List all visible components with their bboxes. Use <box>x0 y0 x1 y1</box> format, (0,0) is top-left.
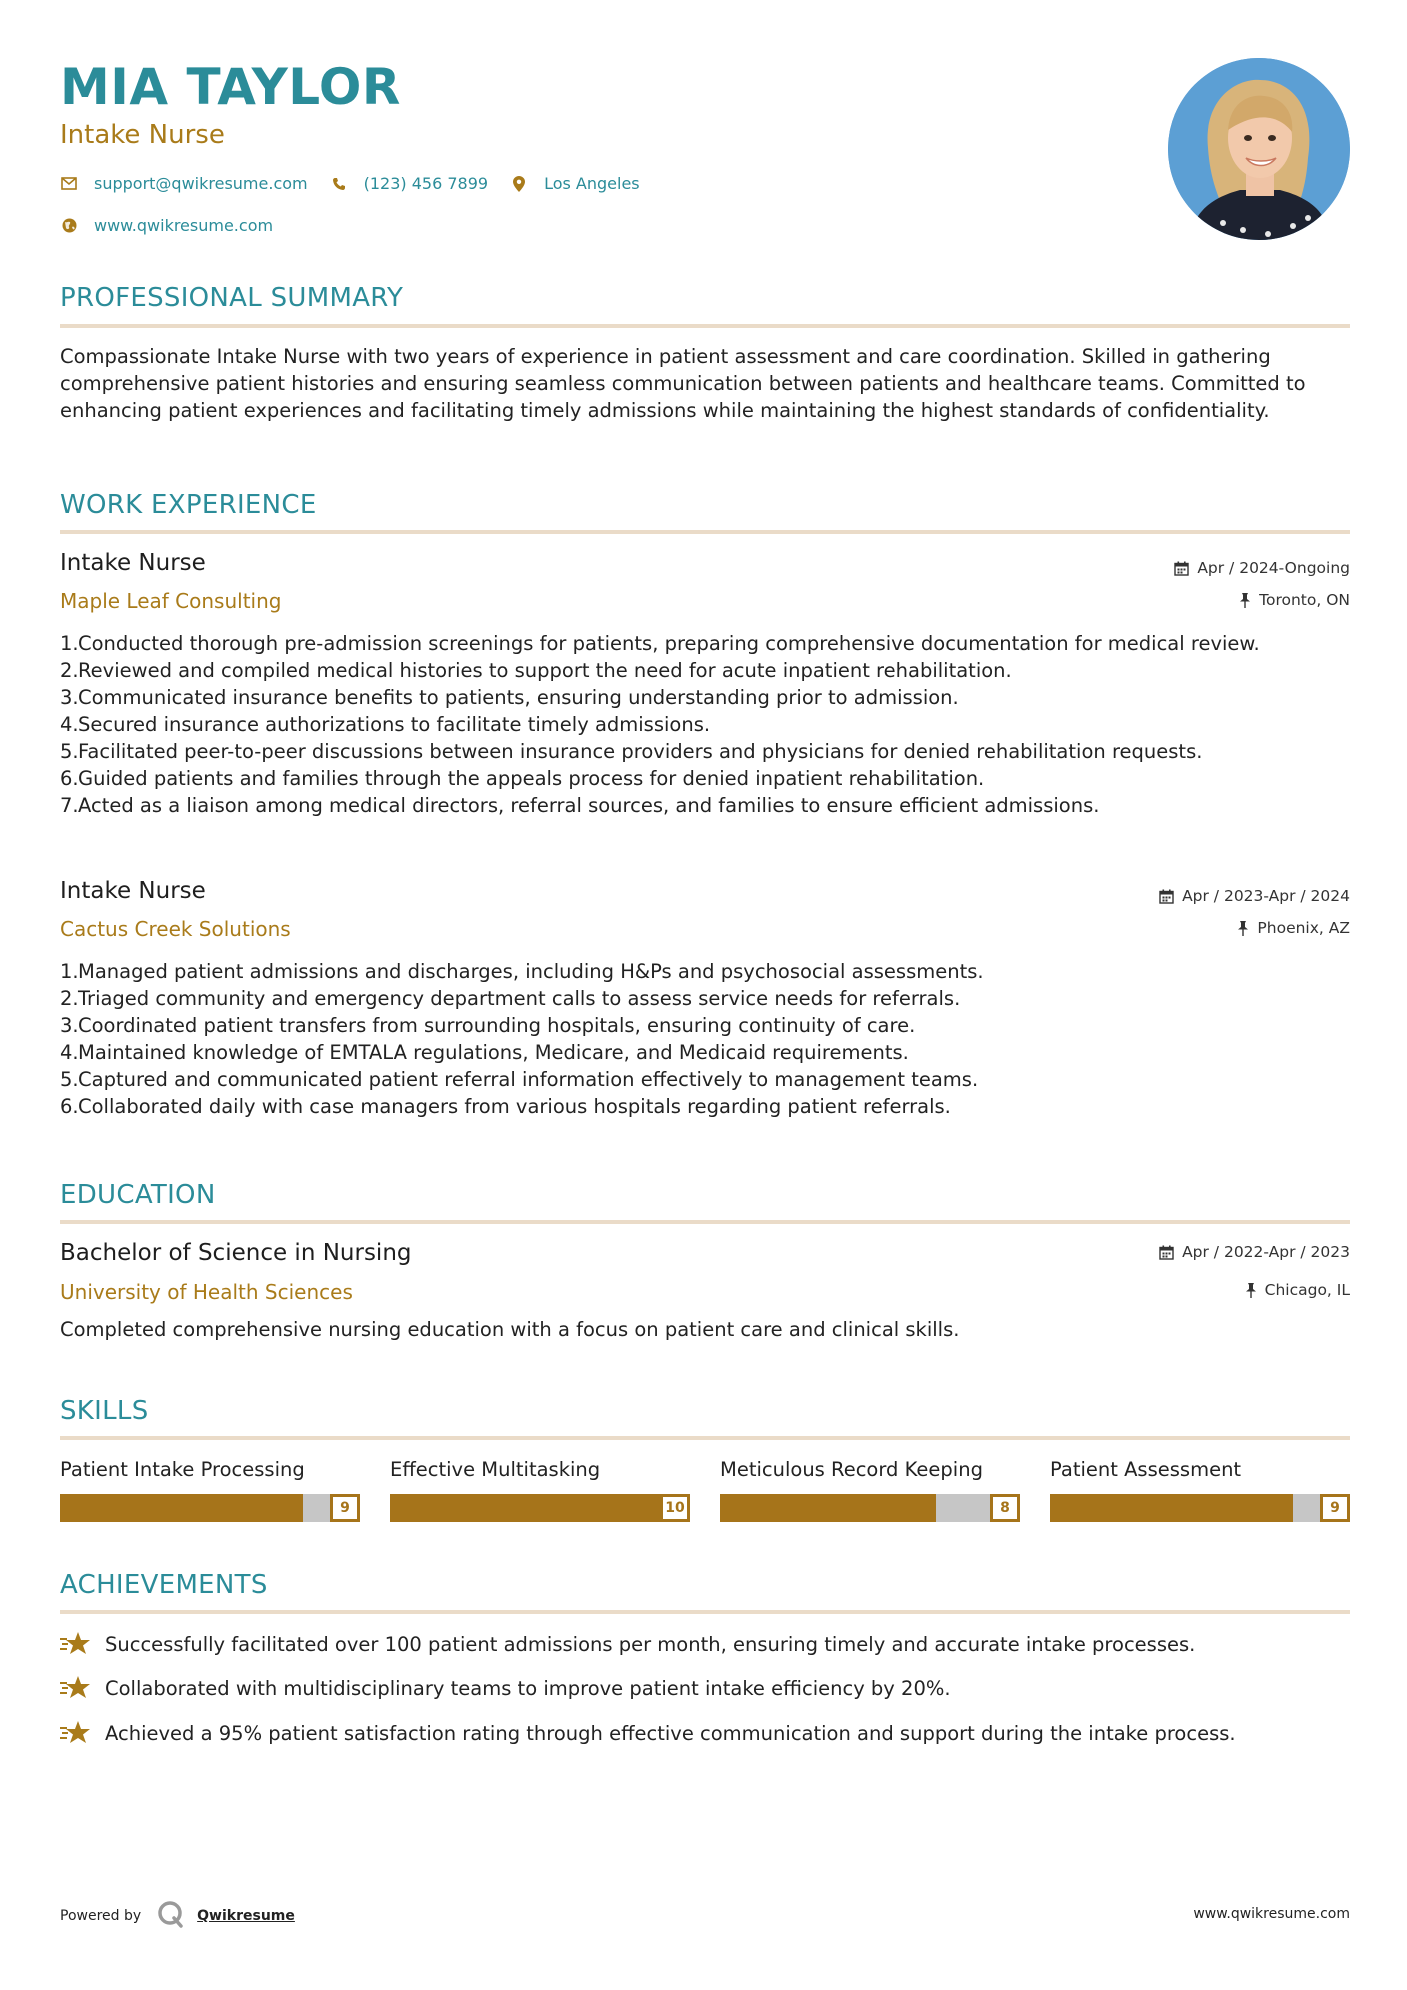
education-description: Completed comprehensive nursing education with a focus on patient care and clinical skills. <box>60 1318 960 1341</box>
powered-by-label: Powered by <box>60 1908 142 1924</box>
skill-track <box>720 1494 990 1522</box>
job-dates-text: Apr / 2023-Apr / 2024 <box>1182 887 1350 905</box>
skill-score: 8 <box>990 1494 1020 1522</box>
skill-track <box>60 1494 330 1522</box>
website-text: www.qwikresume.com <box>94 216 274 235</box>
pushpin-icon <box>1239 593 1251 608</box>
star-icon <box>60 1674 92 1702</box>
list-item: 1. Conducted thorough pre-admission screenings for patients, preparing comprehensive documentation for medical review. <box>60 632 1260 655</box>
list-item: 3. Coordinated patient transfers from surrounding hospitals, ensuring continuity of care. <box>60 1014 916 1037</box>
list-item: 4. Maintained knowledge of EMTALA regulations, Medicare, and Medicaid requirements. <box>60 1041 909 1064</box>
skill-name: Patient Intake Processing <box>60 1458 305 1481</box>
skill-fill <box>60 1494 303 1522</box>
section-divider <box>60 1610 1350 1614</box>
phone-text: (123) 456 7899 <box>363 174 489 193</box>
job-location <box>1239 591 1350 609</box>
star-icon <box>60 1719 92 1747</box>
skill-track <box>390 1494 660 1522</box>
achievement-item <box>60 1719 1236 1747</box>
list-item: 6. Guided patients and families through the appeals process for denied inpatient rehabilitation. <box>60 767 985 790</box>
list-item: 5. Captured and communicated patient referral information effectively to management teams. <box>60 1068 979 1091</box>
achievement-text: Successfully facilitated over 100 patient admissions per month, ensuring timely and accurate intake processes. <box>105 1632 1196 1656</box>
list-item: 4. Secured insurance authorizations to facilitate timely admissions. <box>60 713 711 736</box>
achievement-item <box>60 1630 1195 1658</box>
skill-fill <box>720 1494 936 1522</box>
achievement-text: Achieved a 95% patient satisfaction rating through effective communication and support during the intake process. <box>105 1721 1236 1745</box>
section-divider <box>60 1220 1350 1224</box>
list-item: 7. Acted as a liaison among medical directors, referral sources, and families to ensure efficient admissions. <box>60 794 1100 817</box>
calendar-icon <box>1159 1245 1174 1260</box>
achievement-item <box>60 1674 951 1702</box>
candidate-title: Intake Nurse <box>60 120 225 150</box>
skill-score: 10 <box>660 1494 690 1522</box>
skill-item <box>720 1458 1020 1522</box>
section-divider <box>60 324 1350 328</box>
skill-score: 9 <box>1320 1494 1350 1522</box>
skill-item <box>1050 1458 1350 1522</box>
contact-row-primary <box>60 174 662 193</box>
education-location <box>1245 1281 1350 1299</box>
education-dates-text: Apr / 2022-Apr / 2023 <box>1182 1243 1350 1261</box>
location-text: Los Angeles <box>544 174 640 193</box>
job-title: Intake Nurse <box>60 550 206 576</box>
skill-fill <box>390 1494 660 1522</box>
contact-location <box>510 174 640 193</box>
job-dates-text: Apr / 2024-Ongoing <box>1197 559 1350 577</box>
skill-name: Patient Assessment <box>1050 1458 1242 1481</box>
list-item: 2. Triaged community and emergency department calls to assess service needs for referrals. <box>60 987 961 1010</box>
job-company: Cactus Creek Solutions <box>60 917 291 941</box>
skills-heading: SKILLS <box>60 1396 149 1426</box>
summary-text: Compassionate Intake Nurse with two years of experience in patient assessment and care coordination. Skilled in gathering comprehensive patient histories and ensuring seamless communication between patients and healthcare teams. Committed to enhancing patient experiences and facilitating timely admissions while maintaining the highest standards of confidentiality. <box>60 345 1306 422</box>
globe-icon <box>60 217 78 235</box>
footer-powered-by <box>60 1900 295 1932</box>
phone-icon <box>330 175 348 193</box>
pushpin-icon <box>1245 1283 1257 1298</box>
job-title: Intake Nurse <box>60 878 206 904</box>
education-heading: EDUCATION <box>60 1180 216 1210</box>
skill-item <box>390 1458 690 1522</box>
section-divider <box>60 1436 1350 1440</box>
contact-phone[interactable] <box>330 174 488 193</box>
skill-score: 9 <box>330 1494 360 1522</box>
skills-list <box>60 1458 1350 1522</box>
skill-item <box>60 1458 360 1522</box>
candidate-name: MIA TAYLOR <box>60 58 401 116</box>
calendar-icon <box>1174 561 1189 576</box>
summary-heading: PROFESSIONAL SUMMARY <box>60 283 404 313</box>
list-item: 6. Collaborated daily with case managers from various hospitals regarding patient referrals. <box>60 1095 951 1118</box>
achievements-heading: ACHIEVEMENTS <box>60 1570 268 1600</box>
skill-track <box>1050 1494 1320 1522</box>
section-divider <box>60 530 1350 534</box>
school-name: University of Health Sciences <box>60 1280 353 1304</box>
footer-website[interactable]: www.qwikresume.com <box>1193 1906 1350 1922</box>
skill-name: Effective Multitasking <box>390 1458 601 1481</box>
contact-email[interactable] <box>60 174 308 193</box>
skill-fill <box>1050 1494 1293 1522</box>
profile-photo <box>1168 58 1350 240</box>
email-text: support@qwikresume.com <box>94 174 308 193</box>
job-location-text: Toronto, ON <box>1259 591 1350 609</box>
job-dates <box>1159 887 1350 905</box>
education-dates <box>1159 1243 1350 1261</box>
contact-website[interactable] <box>60 216 273 235</box>
job-location <box>1237 919 1350 937</box>
skill-rating-bar <box>1050 1494 1350 1522</box>
pushpin-icon <box>1237 921 1249 936</box>
experience-heading: WORK EXPERIENCE <box>60 490 317 520</box>
job-responsibilities <box>60 630 1350 819</box>
map-pin-icon <box>510 175 528 193</box>
job-company: Maple Leaf Consulting <box>60 589 282 613</box>
job-location-text: Phoenix, AZ <box>1257 919 1350 937</box>
achievement-text: Collaborated with multidisciplinary teams to improve patient intake efficiency by 20%. <box>105 1676 951 1700</box>
envelope-icon <box>60 175 78 193</box>
list-item: 1. Managed patient admissions and discharges, including H&Ps and psychosocial assessments. <box>60 960 984 983</box>
job-dates <box>1174 559 1350 577</box>
star-icon <box>60 1630 92 1658</box>
job-responsibilities <box>60 958 1350 1120</box>
degree-title: Bachelor of Science in Nursing <box>60 1240 412 1266</box>
skill-rating-bar <box>60 1494 360 1522</box>
list-item: 3. Communicated insurance benefits to patients, ensuring understanding prior to admission. <box>60 686 959 709</box>
list-item: 2. Reviewed and compiled medical histories to support the need for acute inpatient rehabilitation. <box>60 659 1012 682</box>
list-item: 5. Facilitated peer-to-peer discussions between insurance providers and physicians for denied rehabilitation requests. <box>60 740 1203 763</box>
qwikresume-logo-icon <box>157 1900 185 1932</box>
qwikresume-link[interactable]: Qwikresume <box>197 1908 295 1924</box>
education-location-text: Chicago, IL <box>1264 1281 1350 1299</box>
skill-rating-bar <box>390 1494 690 1522</box>
calendar-icon <box>1159 889 1174 904</box>
skill-rating-bar <box>720 1494 1020 1522</box>
skill-name: Meticulous Record Keeping <box>720 1458 983 1481</box>
contact-row-secondary <box>60 216 295 235</box>
